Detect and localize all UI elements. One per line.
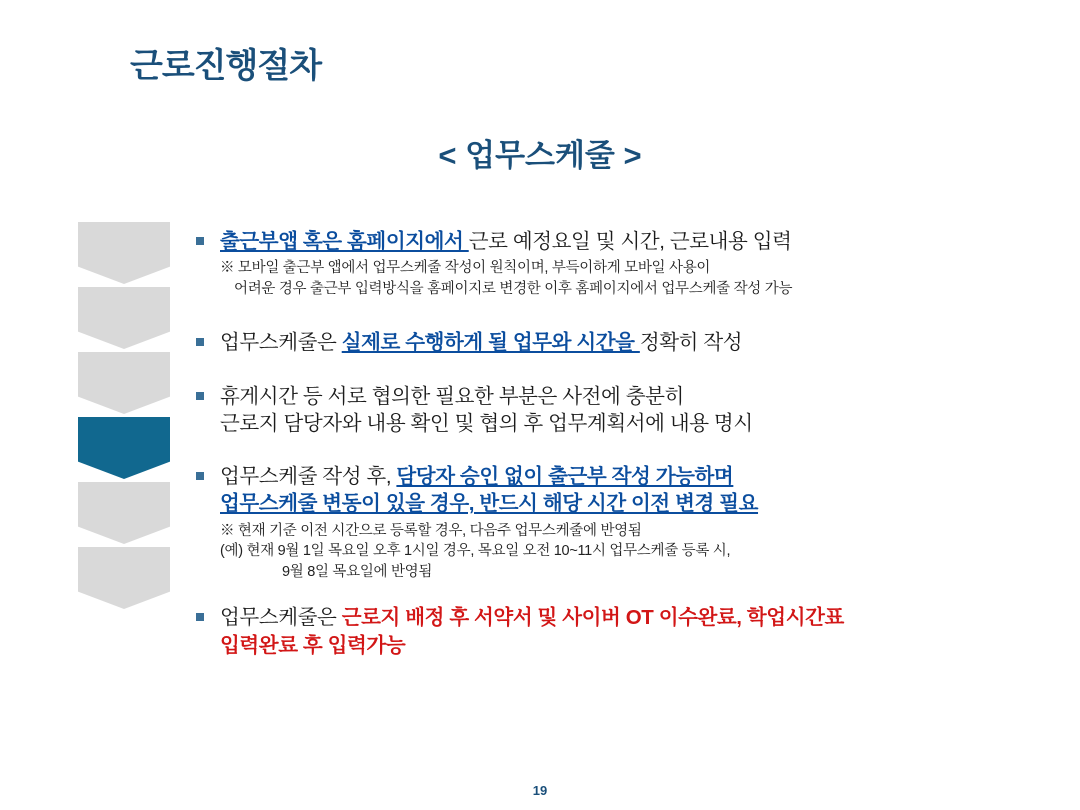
bullet-1-plain: 근로 예정요일 및 시간, 근로내용 입력 [468,230,792,253]
bullet-item-5-text [220,604,1026,659]
bullet-1-highlight: 출근부앱 혹은 홈페이지에서 [220,230,469,253]
bullet-item-3 [196,383,1026,438]
page-title: 근로진행절차 [130,47,322,85]
bullet-4-highlight-1: 담당자 승인 없이 출근부 작성 가능하며 [396,465,734,489]
bullet-item-4-body [220,463,1026,582]
bullet-5-highlight-1: 근로지 배정 후 서약서 및 사이버 OT 이수완료, 학업시간표 [341,606,844,630]
chevron-step-2 [78,287,170,349]
bullet-5-highlight-2: 입력완료 후 입력가능 [220,633,406,657]
page-number: 19 [532,783,548,798]
bullet-item-2-body [220,329,1026,356]
bullet-item-3-text [220,383,1026,438]
bullet-square-icon [196,237,204,245]
bullet-item-1-body [220,228,1026,299]
bullet-4-note-line-1: ※ 현재 기준 이전 시간으로 등록할 경우, 다음주 업무스케줄에 반영됨 [220,522,642,539]
bullet-item-1-text [220,228,1026,255]
bullet-1-note-line-1: ※ 모바일 출근부 앱에서 업무스케줄 작성이 원칙이며, 부득이하게 모바일 사용이 [220,260,711,277]
bullet-item-5 [196,604,1026,659]
section-heading: < 업무스케줄 > [438,138,642,173]
bullet-item-4-text [220,463,1026,518]
bullet-list [196,228,1026,675]
chevron-step-4-active [78,417,170,479]
bullet-2-plain-tail: 정확히 작성 [639,331,743,355]
chevron-step-6 [78,547,170,609]
bullet-square-icon [196,338,204,346]
bullet-4-note-line-2: (예) 현재 9월 1일 목요일 오후 1시일 경우, 목요일 오전 10~11시 업무스케줄 등록 시, [220,543,731,560]
bullet-item-4 [196,463,1026,582]
chevron-progress-stack [78,222,170,612]
bullet-4-note-line-3: 9월 8일 목요일에 반영됨 [282,563,433,580]
bullet-2-plain-lead: 업무스케줄은 [220,331,342,355]
bullet-3-line-2: 근로지 담당자와 내용 확인 및 협의 후 업무계획서에 내용 명시 [220,411,753,435]
bullet-item-5-body [220,604,1026,659]
bullet-item-1 [196,228,1026,299]
bullet-1-note [220,258,1026,299]
bullet-4-highlight-2: 업무스케줄 변동이 있을 경우, 반드시 해당 시간 이전 변경 필요 [220,492,759,516]
bullet-2-highlight: 실제로 수행하게 될 업무와 시간을 [341,331,640,355]
bullet-5-plain-lead: 업무스케줄은 [220,606,342,630]
bullet-4-plain-lead: 업무스케줄 작성 후, [220,465,397,489]
bullet-item-2 [196,329,1026,356]
chevron-step-5 [78,482,170,544]
bullet-square-icon [196,472,204,480]
bullet-1-note-line-2: 어려운 경우 출근부 입력방식을 홈페이지로 변경한 이후 홈페이지에서 업무스케줄 작성 가능 [234,280,793,297]
bullet-3-line-1: 휴게시간 등 서로 협의한 필요한 부분은 사전에 충분히 [220,384,684,408]
bullet-square-icon [196,392,204,400]
bullet-item-2-text [220,329,1026,356]
bullet-item-3-body [220,383,1026,438]
chevron-step-1 [78,222,170,284]
bullet-4-note [220,521,1026,583]
bullet-square-icon [196,613,204,621]
chevron-step-3 [78,352,170,414]
